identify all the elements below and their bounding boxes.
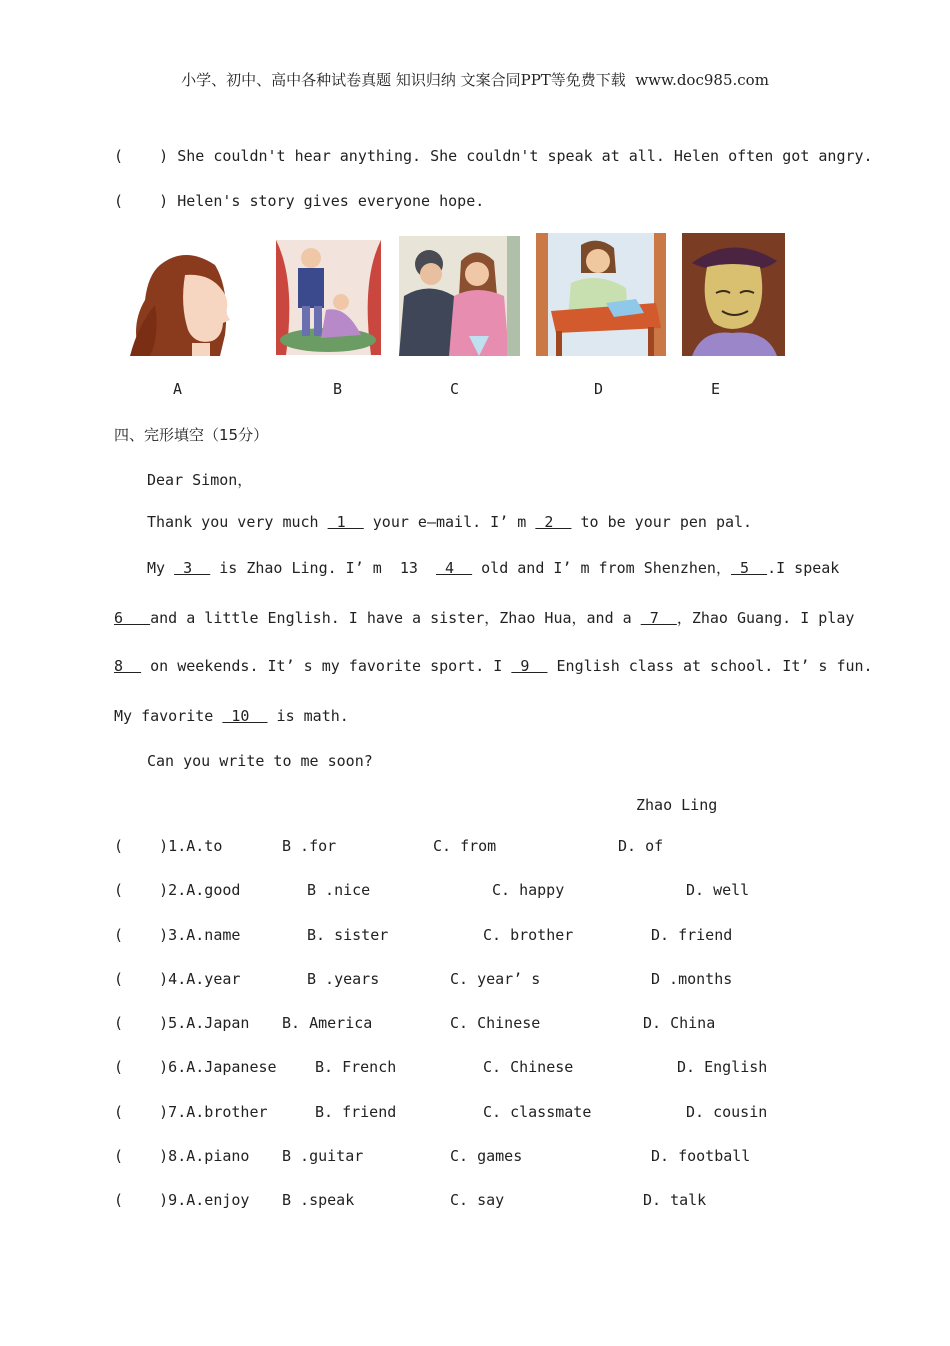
picture-e-old-woman: [682, 233, 785, 356]
question-8-option-c: C. games: [450, 1147, 523, 1165]
question-5-option-d: D. China: [643, 1014, 716, 1032]
picture-c-teacher-and-girl: [399, 236, 520, 356]
question-1-option-b: B .for: [282, 837, 337, 855]
text: and a little English. I have a sister，Zhao Hua，and a: [150, 609, 641, 627]
question-3-option-c: C. brother: [483, 926, 574, 944]
question-9-stem: ( )9.A.enjoy: [114, 1191, 250, 1209]
question-6-option-d: D. English: [677, 1058, 768, 1076]
matching-item-2: ( ) Helen's story gives everyone hope.: [114, 192, 485, 210]
question-8-option-b: B .guitar: [282, 1147, 364, 1165]
question-7-option-d: D. cousin: [686, 1103, 768, 1121]
blank-3: 3: [174, 559, 211, 577]
question-3-stem: ( )3.A.name: [114, 926, 241, 944]
question-4-option-b: B .years: [307, 970, 380, 988]
text: is Zhao Ling. I’ m 13: [210, 559, 436, 577]
question-4-option-c: C. year’ s: [450, 970, 541, 988]
blank-9: 9: [511, 657, 548, 675]
question-8-option-d: D. football: [651, 1147, 751, 1165]
text: Thank you very much: [147, 513, 328, 531]
matching-item-1: ( ) She couldn't hear anything. She couldn't speak at all. Helen often got angry.: [114, 147, 873, 165]
letter-greeting: Dear Simon，: [147, 471, 253, 489]
picture-label-a: A: [173, 380, 183, 398]
question-7-option-c: C. classmate: [483, 1103, 592, 1121]
text: ，Zhao Guang. I play: [676, 609, 855, 627]
question-6-option-c: C. Chinese: [483, 1058, 574, 1076]
question-8-stem: ( )8.A.piano: [114, 1147, 250, 1165]
blank-7: 7: [640, 609, 677, 627]
passage-line-1: [147, 513, 752, 531]
passage-line-3: [114, 607, 854, 628]
question-2-option-d: D. well: [686, 881, 750, 899]
question-1-stem: ( )1.A.to: [114, 837, 223, 855]
question-6-option-b: B. French: [315, 1058, 397, 1076]
passage-line-2: [147, 557, 839, 578]
text: My favorite: [114, 707, 223, 725]
page-header: 小学、初中、高中各种试卷真题 知识归纳 文案合同PPT等免费下载 www.doc985.com: [181, 71, 769, 89]
question-6-stem: ( )6.A.Japanese: [114, 1058, 277, 1076]
question-2-stem: ( )2.A.good: [114, 881, 241, 899]
question-1-option-d: D. of: [618, 837, 664, 855]
question-5-option-c: C. Chinese: [450, 1014, 541, 1032]
blank-8: 8: [114, 657, 142, 675]
text: My: [147, 559, 175, 577]
question-9-option-c: C. say: [450, 1191, 505, 1209]
blank-5: 5: [730, 559, 768, 577]
section-title: 四、完形填空（15分）: [114, 426, 269, 444]
question-4-stem: ( )4.A.year: [114, 970, 241, 988]
text: old and I’ m from Shenzhen，: [472, 559, 731, 577]
picture-label-e: E: [711, 380, 721, 398]
picture-b-father-and-girl: [276, 240, 381, 355]
question-9-option-d: D. talk: [643, 1191, 707, 1209]
question-1-option-c: C. from: [433, 837, 497, 855]
blank-1: 1: [327, 513, 364, 531]
question-9-option-b: B .speak: [282, 1191, 355, 1209]
blank-10: 10: [222, 707, 268, 725]
question-4-option-d: D .months: [651, 970, 733, 988]
letter-closing: Can you write to me soon?: [147, 752, 373, 770]
text: on weekends. It’ s my favorite sport. I: [141, 657, 512, 675]
picture-label-b: B: [333, 380, 343, 398]
picture-d-girl-reading: [536, 233, 666, 356]
text: is math.: [267, 707, 349, 725]
text: .I speak: [767, 559, 840, 577]
blank-4: 4: [436, 559, 473, 577]
question-2-option-c: C. happy: [492, 881, 565, 899]
picture-label-d: D: [594, 380, 604, 398]
blank-6: 6: [114, 609, 151, 627]
passage-line-5: [114, 707, 349, 725]
text: to be your pen pal.: [571, 513, 753, 531]
text: English class at school. It’ s fun.: [547, 657, 873, 675]
picture-label-c: C: [450, 380, 460, 398]
question-7-option-b: B. friend: [315, 1103, 397, 1121]
question-7-stem: ( )7.A.brother: [114, 1103, 268, 1121]
question-2-option-b: B .nice: [307, 881, 371, 899]
picture-a-girl-profile: [130, 245, 238, 356]
letter-signature: Zhao Ling: [636, 796, 718, 814]
question-3-option-d: D. friend: [651, 926, 733, 944]
text: your e—mail. I’ m: [363, 513, 536, 531]
question-5-stem: ( )5.A.Japan: [114, 1014, 250, 1032]
question-3-option-b: B. sister: [307, 926, 389, 944]
blank-2: 2: [535, 513, 572, 531]
question-5-option-b: B. America: [282, 1014, 373, 1032]
passage-line-4: [114, 657, 873, 675]
